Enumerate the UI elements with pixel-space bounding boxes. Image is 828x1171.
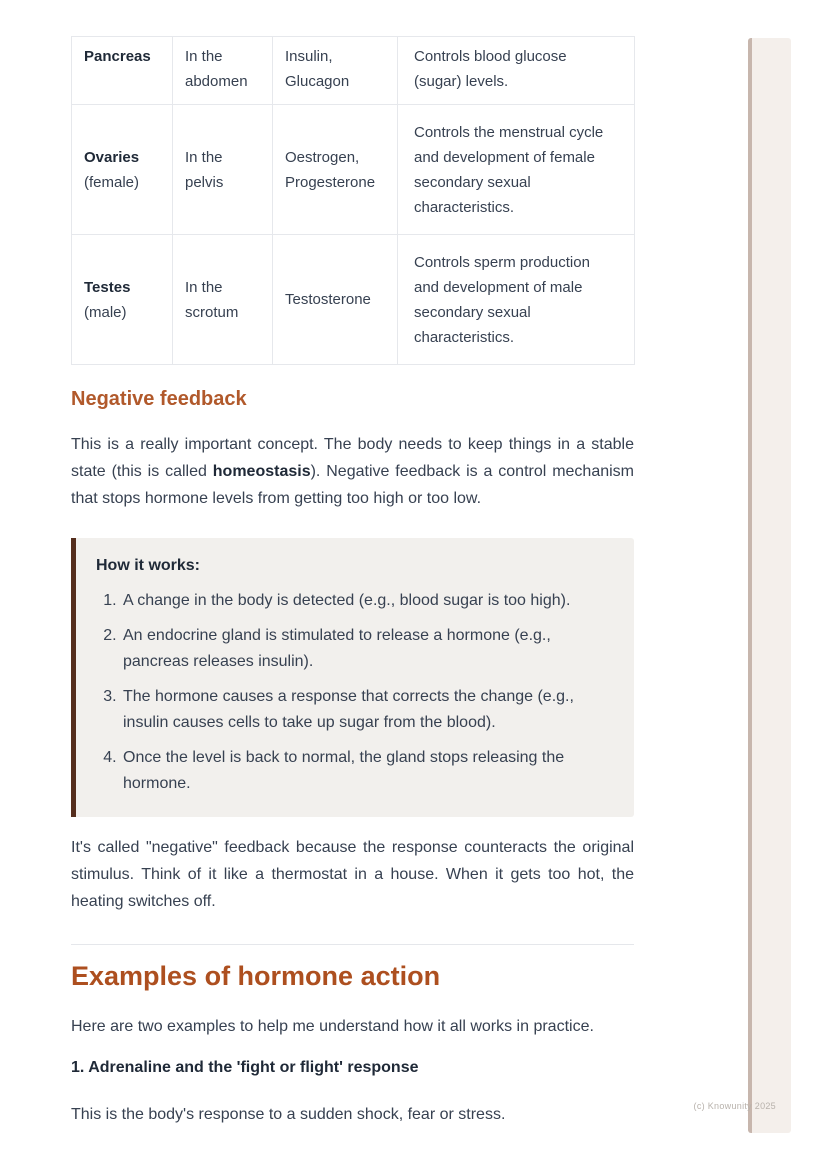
table-row — [72, 105, 635, 235]
cell-organ — [72, 235, 173, 365]
cell-hormones: Testosterone — [273, 235, 398, 365]
heading-negative-feedback: Negative feedback — [71, 388, 247, 410]
callout-title: How it works: — [96, 557, 201, 574]
organ-name: Testes — [84, 278, 131, 296]
cell-function: Controls sperm production and development of male secondary sexual characteristics. — [398, 235, 635, 365]
cell-organ — [72, 37, 173, 105]
cell-hormones: Insulin, Glucagon — [273, 37, 398, 105]
cell-location: In the abdomen — [173, 37, 273, 105]
table-row — [72, 235, 635, 365]
example1-title: 1. Adrenaline and the 'fight or flight' response — [71, 1059, 419, 1076]
organ-note: (male) — [84, 303, 127, 321]
endocrine-glands-table — [71, 36, 635, 365]
homeostasis-term: homeostasis — [212, 463, 311, 480]
cell-function: Controls the menstrual cycle and development of female secondary sexual characteristics. — [398, 105, 635, 235]
cell-hormones: Oestrogen, Progesterone — [273, 105, 398, 235]
page-edge-strip — [748, 38, 791, 1133]
example1-text: This is the body's response to a sudden shock, fear or stress. — [71, 1106, 506, 1123]
negative-feedback-outro: It's called "negative" feedback because the response counteracts the original stimulus. Think of it like a thermostat in a house. When it gets too hot, the heating switches off. — [71, 839, 634, 910]
list-item: 1. A change in the body is detected (e.g., blood sugar is too high). — [121, 588, 614, 614]
negative-feedback-intro — [71, 431, 634, 512]
examples-intro: Here are two examples to help me understand how it all works in practice. — [71, 1018, 594, 1035]
how-it-works-callout — [71, 538, 634, 817]
list-item: 2. An endocrine gland is stimulated to release a hormone (e.g., pancreas releases insulin). — [121, 623, 614, 675]
organ-name: Pancreas — [84, 48, 151, 65]
cell-function: Controls blood glucose (sugar) levels. — [398, 37, 635, 105]
feedback-steps-list — [96, 588, 614, 797]
cell-location: In the scrotum — [173, 235, 273, 365]
watermark: (c) Knowunity 2025 — [693, 1101, 776, 1111]
heading-examples: Examples of hormone action — [71, 961, 441, 991]
intro-text-after: ). Negative feedback is a control mechanism that stops hormone levels from getting too high or too low. — [71, 463, 634, 507]
organ-name: Ovaries — [84, 148, 140, 166]
section-divider — [71, 944, 634, 945]
intro-text-before: This is a really important concept. The body needs to keep things in a stable state (this is called — [71, 436, 634, 480]
list-item: 3. The hormone causes a response that corrects the change (e.g., insulin causes cells to take up sugar from the blood). — [121, 684, 614, 736]
organ-note: (female) — [84, 173, 140, 191]
document-page — [71, 0, 634, 1128]
list-item: 4. Once the level is back to normal, the gland stops releasing the hormone. — [121, 745, 614, 797]
cell-organ — [72, 105, 173, 235]
table-row — [72, 37, 635, 105]
cell-location: In the pelvis — [173, 105, 273, 235]
